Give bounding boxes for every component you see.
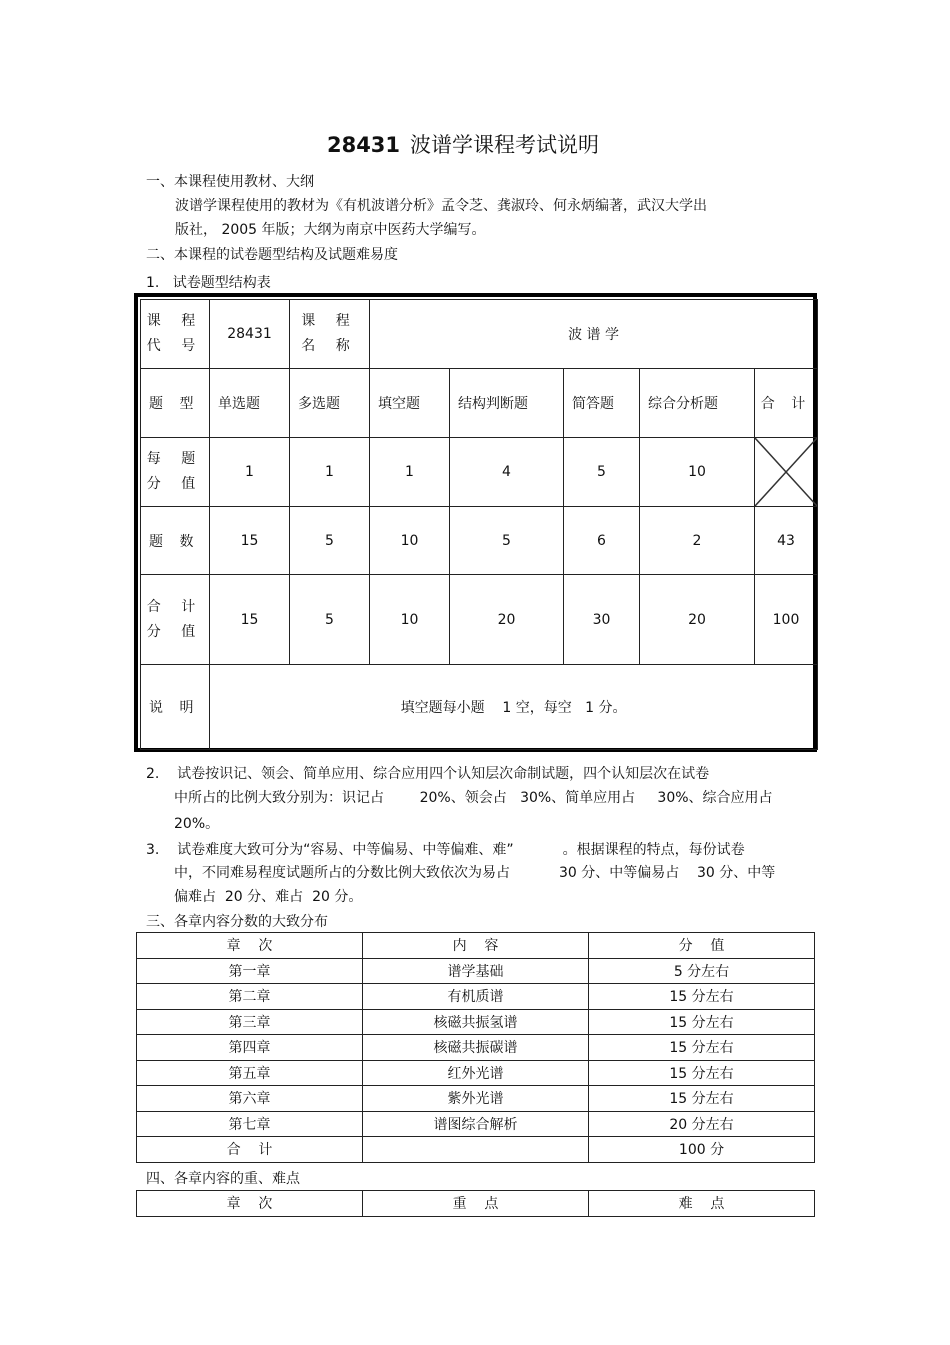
- total-label-cell: 合 计 分 值: [141, 575, 210, 665]
- score-cell: 20 分左右: [589, 1111, 815, 1137]
- section3-heading: 三、各章内容分数的大致分布: [146, 914, 328, 930]
- note-label: 说 明: [141, 665, 210, 750]
- chapter-cell: 第七章: [137, 1111, 363, 1137]
- section2-heading: 二、本课程的试卷题型结构及试题难易度: [146, 247, 398, 263]
- content-cell: 谱图综合解析: [363, 1111, 589, 1137]
- count-label: 题 数: [141, 507, 210, 575]
- per-4: 5: [564, 438, 640, 507]
- score-cell: 15 分左右: [589, 984, 815, 1010]
- count-1: 5: [290, 507, 370, 575]
- note-value: 填空题每小题 1 空，每空 1 分。: [210, 665, 818, 750]
- table-row: [137, 984, 815, 1010]
- content-cell: 核磁共振碳谱: [363, 1035, 589, 1061]
- section2-item3-line2: 中，不同难易程度试题所占的分数比例大致依次为易占 30 分、中等偏易占 30 分、中等: [174, 865, 776, 881]
- name-value: 波 谱 学: [370, 300, 818, 369]
- table-row: [137, 1009, 815, 1035]
- exam-structure-table-frame: [134, 293, 817, 752]
- chapter-cell: 第五章: [137, 1060, 363, 1086]
- table-row: [137, 1035, 815, 1061]
- content-cell: 谱学基础: [363, 958, 589, 984]
- crossed-cell: [755, 438, 818, 507]
- total-row: [137, 1137, 815, 1163]
- score-cell: 5 分左右: [589, 958, 815, 984]
- chapter-cell: 第四章: [137, 1035, 363, 1061]
- section2-item3-line1: 3. 试卷难度大致可分为“容易、中等偏易、中等偏难、难” 。根据课程的特点，每份试卷: [146, 842, 745, 858]
- total-5: 20: [640, 575, 755, 665]
- score-cell: 15 分左右: [589, 1035, 815, 1061]
- chapter-cell: 第六章: [137, 1086, 363, 1112]
- type-1: 多选题: [290, 369, 370, 438]
- total-4: 30: [564, 575, 640, 665]
- key-points-header: [137, 1191, 815, 1217]
- total-1: 5: [290, 575, 370, 665]
- chapter-cell: 第一章: [137, 958, 363, 984]
- header-chapter: 章 次: [137, 1191, 363, 1217]
- total-3: 20: [450, 575, 564, 665]
- chapter-score-header: [137, 933, 815, 959]
- content-cell: 核磁共振氢谱: [363, 1009, 589, 1035]
- score-cell: 15 分左右: [589, 1009, 815, 1035]
- count-0: 15: [210, 507, 290, 575]
- chapter-score-table: [136, 932, 815, 1163]
- count-3: 5: [450, 507, 564, 575]
- per-0: 1: [210, 438, 290, 507]
- per-2: 1: [370, 438, 450, 507]
- per-3: 4: [450, 438, 564, 507]
- row-total: [141, 575, 818, 665]
- count-2: 10: [370, 507, 450, 575]
- type-0: 单选题: [210, 369, 290, 438]
- header-key: 重 点: [363, 1191, 589, 1217]
- score-cell: 15 分左右: [589, 1060, 815, 1086]
- content-cell: 红外光谱: [363, 1060, 589, 1086]
- content-cell: 紫外光谱: [363, 1086, 589, 1112]
- total-label: 合 计: [137, 1137, 363, 1163]
- cross-mark-icon: [755, 438, 817, 506]
- section1-line2: 版社， 2005 年版；大纲为南京中医药大学编写。: [175, 222, 486, 238]
- type-2: 填空题: [370, 369, 450, 438]
- score-cell: 15 分左右: [589, 1086, 815, 1112]
- header-chapter: 章 次: [137, 933, 363, 959]
- section2-item2-line2: 中所占的比例大致分别为：识记占 20%、领会占 30%、简单应用占 30%、综合应用占: [174, 790, 773, 806]
- section1-line1: 波谱学课程使用的教材为《有机波谱分析》孟令芝、龚淑玲、何永炳编著，武汉大学出: [175, 198, 707, 214]
- table-row: [137, 958, 815, 984]
- section2-item3-line3: 偏难占 20 分、难占 20 分。: [174, 889, 363, 905]
- page-title: [0, 129, 926, 159]
- type-label: 题 型: [141, 369, 210, 438]
- total-content: [363, 1137, 589, 1163]
- header-content: 内 容: [363, 933, 589, 959]
- chapter-cell: 第三章: [137, 1009, 363, 1035]
- type-4: 简答题: [564, 369, 640, 438]
- course-code: 28431: [326, 133, 401, 157]
- section1-heading: 一、本课程使用教材、大纲: [146, 174, 314, 190]
- content-cell: 有机质谱: [363, 984, 589, 1010]
- section2-item1: 1. 试卷题型结构表: [146, 275, 271, 291]
- section2-item2-line1: 2. 试卷按识记、领会、简单应用、综合应用四个认知层次命制试题，四个认知层次在试卷: [146, 766, 710, 782]
- row-types: [141, 369, 818, 438]
- per-1: 1: [290, 438, 370, 507]
- count-5: 2: [640, 507, 755, 575]
- per-label-cell: 每 题 分 值: [141, 438, 210, 507]
- total-2: 10: [370, 575, 450, 665]
- type-6: 合 计: [755, 369, 818, 438]
- count-6: 43: [755, 507, 818, 575]
- name-label-cell: 课 程 名 称: [290, 300, 370, 369]
- key-points-table: [136, 1190, 815, 1217]
- type-5: 综合分析题: [640, 369, 755, 438]
- row-per-score: [141, 438, 818, 507]
- exam-structure-table: [140, 299, 818, 750]
- code-value: 28431: [210, 300, 290, 369]
- count-4: 6: [564, 507, 640, 575]
- row-course: [141, 300, 818, 369]
- header-score: 分 值: [589, 933, 815, 959]
- total-0: 15: [210, 575, 290, 665]
- section2-item2-line3: 20%。: [174, 816, 220, 832]
- row-count: [141, 507, 818, 575]
- table-row: [137, 1060, 815, 1086]
- row-note: [141, 665, 818, 750]
- table-row: [137, 1086, 815, 1112]
- header-difficult: 难 点: [589, 1191, 815, 1217]
- total-6: 100: [755, 575, 818, 665]
- total-score: 100 分: [589, 1137, 815, 1163]
- type-3: 结构判断题: [450, 369, 564, 438]
- title-text: 波谱学课程考试说明: [410, 133, 600, 157]
- table-row: [137, 1111, 815, 1137]
- per-5: 10: [640, 438, 755, 507]
- chapter-cell: 第二章: [137, 984, 363, 1010]
- code-label-cell: 课 程 代 号: [141, 300, 210, 369]
- section4-heading: 四、各章内容的重、难点: [146, 1171, 300, 1187]
